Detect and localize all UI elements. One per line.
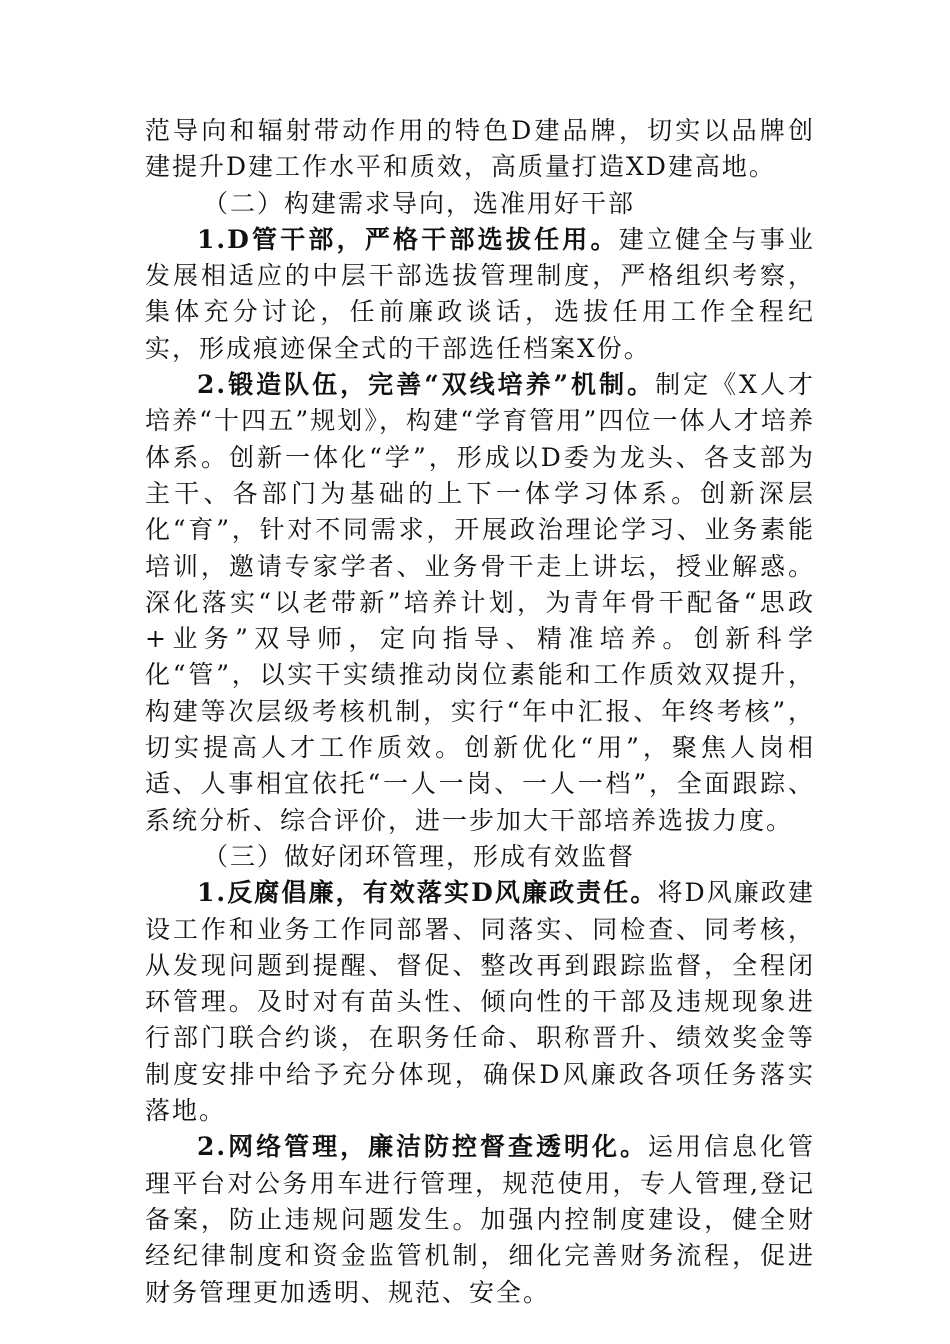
paragraph-continuation: 范导向和辐射带动作用的特色D建品牌，切实以品牌创建提升D建工作水平和质效，高质量打造XD建高地。: [145, 116, 815, 182]
item-lead: 1.D管干部，严格干部选拔任用。: [197, 224, 619, 254]
item-team-building: [145, 367, 815, 839]
item-lead: 1.反腐倡廉，有效落实D风廉政责任。: [197, 878, 658, 908]
item-body: 将D风廉政建设工作和业务工作同部署、同落实、同检查、同考核，从发现问题到提醒、督促、整改再到跟踪监督，全程闭环管理。及时对有苗头性、倾向性的干部及违规现象进行部门联合约谈，在职务任命、职称晋升、绩效奖金等制度安排中给予充分体现，确保D风廉政各项任务落实落地。: [145, 878, 816, 1126]
section-heading-3: （三）做好闭环管理，形成有效监督: [203, 841, 636, 871]
item-body: 运用信息化管理平台对公务用车进行管理，规范使用，专人管理,登记备案，防止违规问题发生。加强内控制度建设，健全财经纪律制度和资金监管机制，细化完善财务流程，促进财务管理更加透明、规范、安全。: [145, 1132, 815, 1307]
section-heading-2: （二）构建需求导向，选准用好干部: [203, 188, 636, 218]
item-body: 建立健全与事业发展相适应的中层干部选拔管理制度，严格组织考察，集体充分讨论，任前廉政谈话，选拔任用工作全程纪实，形成痕迹保全式的干部选任档案X份。: [145, 224, 815, 363]
document-page: [145, 113, 815, 1311]
item-lead: 2.网络管理，廉洁防控督查透明化。: [197, 1132, 649, 1162]
item-body: 制定《X人才培养“十四五”规划》，构建“学育管用”四位一体人才培养体系。创新一体化“学”，形成以D委为龙头、各支部为主干、各部门为基础的上下一体学习体系。创新深层化“育”，针对不同需求，开展政治理论学习、业务素能培训，邀请专家学者、业务骨干走上讲坛，授业解惑。深化落实“以老带新”培养计划，为青年骨干配备“思政+业务”双导师，定向指导、精准培养。创新科学化“管”，以实干实绩推动岗位素能和工作质效双提升，构建等次层级考核机制，实行“年中汇报、年终考核”，切实提高人才工作质效。创新优化“用”，聚焦人岗相适、人事相宜依托“一人一岗、一人一档”，全面跟踪、系统分析、综合评价，进一步加大干部培养选拔力度。: [145, 370, 815, 835]
item-lead: 2.锻造队伍，完善“双线培养”机制。: [197, 370, 656, 400]
item-cadre-selection: [145, 222, 815, 367]
item-network-management: [145, 1129, 815, 1310]
item-anti-corruption: [145, 875, 815, 1129]
